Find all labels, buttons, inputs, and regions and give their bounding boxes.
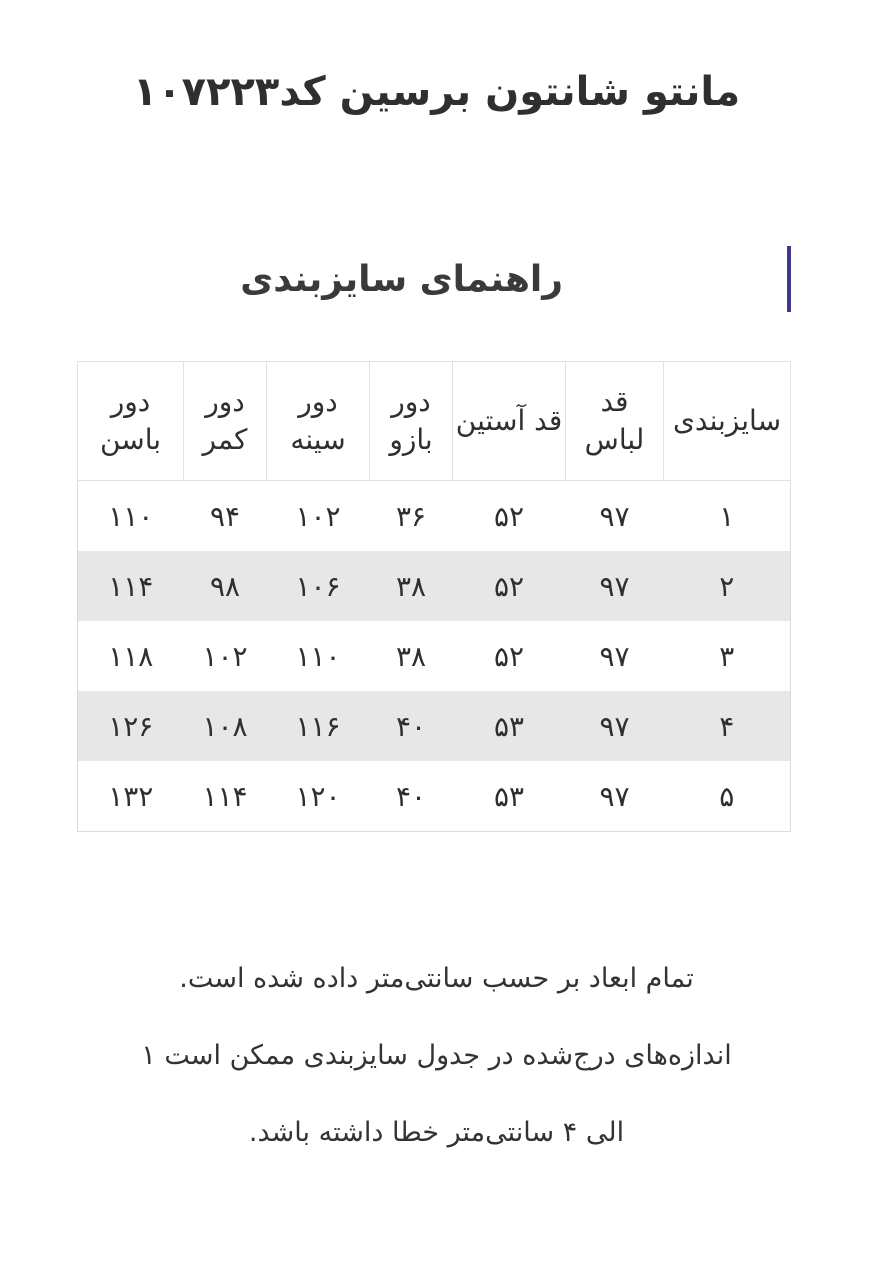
table-cell: ۱۲۶	[78, 691, 184, 761]
table-cell: ۱۲۰	[295, 779, 341, 813]
table-row	[78, 691, 791, 761]
table-cell: ۱۰۲	[295, 499, 341, 533]
table-cell: ۱۱۰	[108, 499, 154, 533]
table-cell: ۵۲	[493, 639, 525, 673]
table-cell: ۱۰۶	[267, 551, 370, 621]
table-cell: ۵۲	[453, 551, 566, 621]
table-cell: ۵۲	[493, 499, 525, 533]
note-line: اندازه‌های درج‌شده در جدول سایزبندی ممکن است ۱	[141, 1040, 732, 1071]
table-cell: ۳۸	[370, 551, 453, 621]
table-cell: ۱۱۴	[78, 551, 184, 621]
header-sleeve-length: قد آستین	[453, 362, 566, 481]
size-table	[77, 361, 791, 832]
table-cell: ۹۷	[566, 551, 664, 621]
product-title: مانتو شانتون برسین کد۱۰۷۲۲۳	[132, 69, 741, 115]
size-guide-header	[227, 246, 791, 312]
table-row	[78, 481, 791, 552]
table-cell: ۹۸	[184, 551, 267, 621]
table-cell: ۱۱۸	[108, 639, 154, 673]
table-cell: ۹۷	[566, 691, 664, 761]
table-cell: ۱	[719, 499, 735, 533]
header-size: سایزبندی	[664, 362, 791, 481]
header-hip-circumference: دور باسن	[78, 362, 184, 481]
header-dress-length: قد لباس	[566, 362, 664, 481]
table-cell: ۳	[719, 639, 735, 673]
table-row	[78, 761, 791, 832]
note-line: تمام ابعاد بر حسب سانتی‌متر داده شده است.	[179, 963, 694, 994]
table-cell: ۱۰۲	[202, 639, 248, 673]
size-guide-title: راهنمای سایزبندی	[240, 259, 563, 300]
size-notes	[60, 940, 813, 1171]
table-cell: ۱۱۶	[267, 691, 370, 761]
table-cell: ۴	[664, 691, 791, 761]
header-waist-circumference: دور کمر	[184, 362, 267, 481]
header-chest-circumference: دور سینه	[267, 362, 370, 481]
table-cell: ۵	[719, 779, 735, 813]
table-cell: ۹۴	[209, 499, 241, 533]
table-cell: ۳۶	[395, 499, 427, 533]
table-header-row	[78, 362, 791, 481]
table-cell: ۱۱۰	[295, 639, 341, 673]
table-cell: ۴۰	[395, 779, 427, 813]
table-cell: ۲	[664, 551, 791, 621]
table-row	[78, 621, 791, 691]
table-cell: ۹۷	[599, 779, 630, 813]
table-cell: ۵۳	[493, 779, 525, 813]
table-cell: ۴۰	[370, 691, 453, 761]
header-arm-circumference: دور بازو	[370, 362, 453, 481]
note-line: الی ۴ سانتی‌متر خطا داشته باشد.	[248, 1117, 625, 1148]
table-row	[78, 551, 791, 621]
table-cell: ۱۱۴	[202, 779, 248, 813]
table-cell: ۵۳	[453, 691, 566, 761]
table-cell: ۱۰۸	[184, 691, 267, 761]
table-cell: ۹۷	[599, 499, 630, 533]
table-cell: ۳۸	[395, 639, 427, 673]
table-cell: ۱۳۲	[108, 779, 154, 813]
table-cell: ۹۷	[599, 639, 630, 673]
